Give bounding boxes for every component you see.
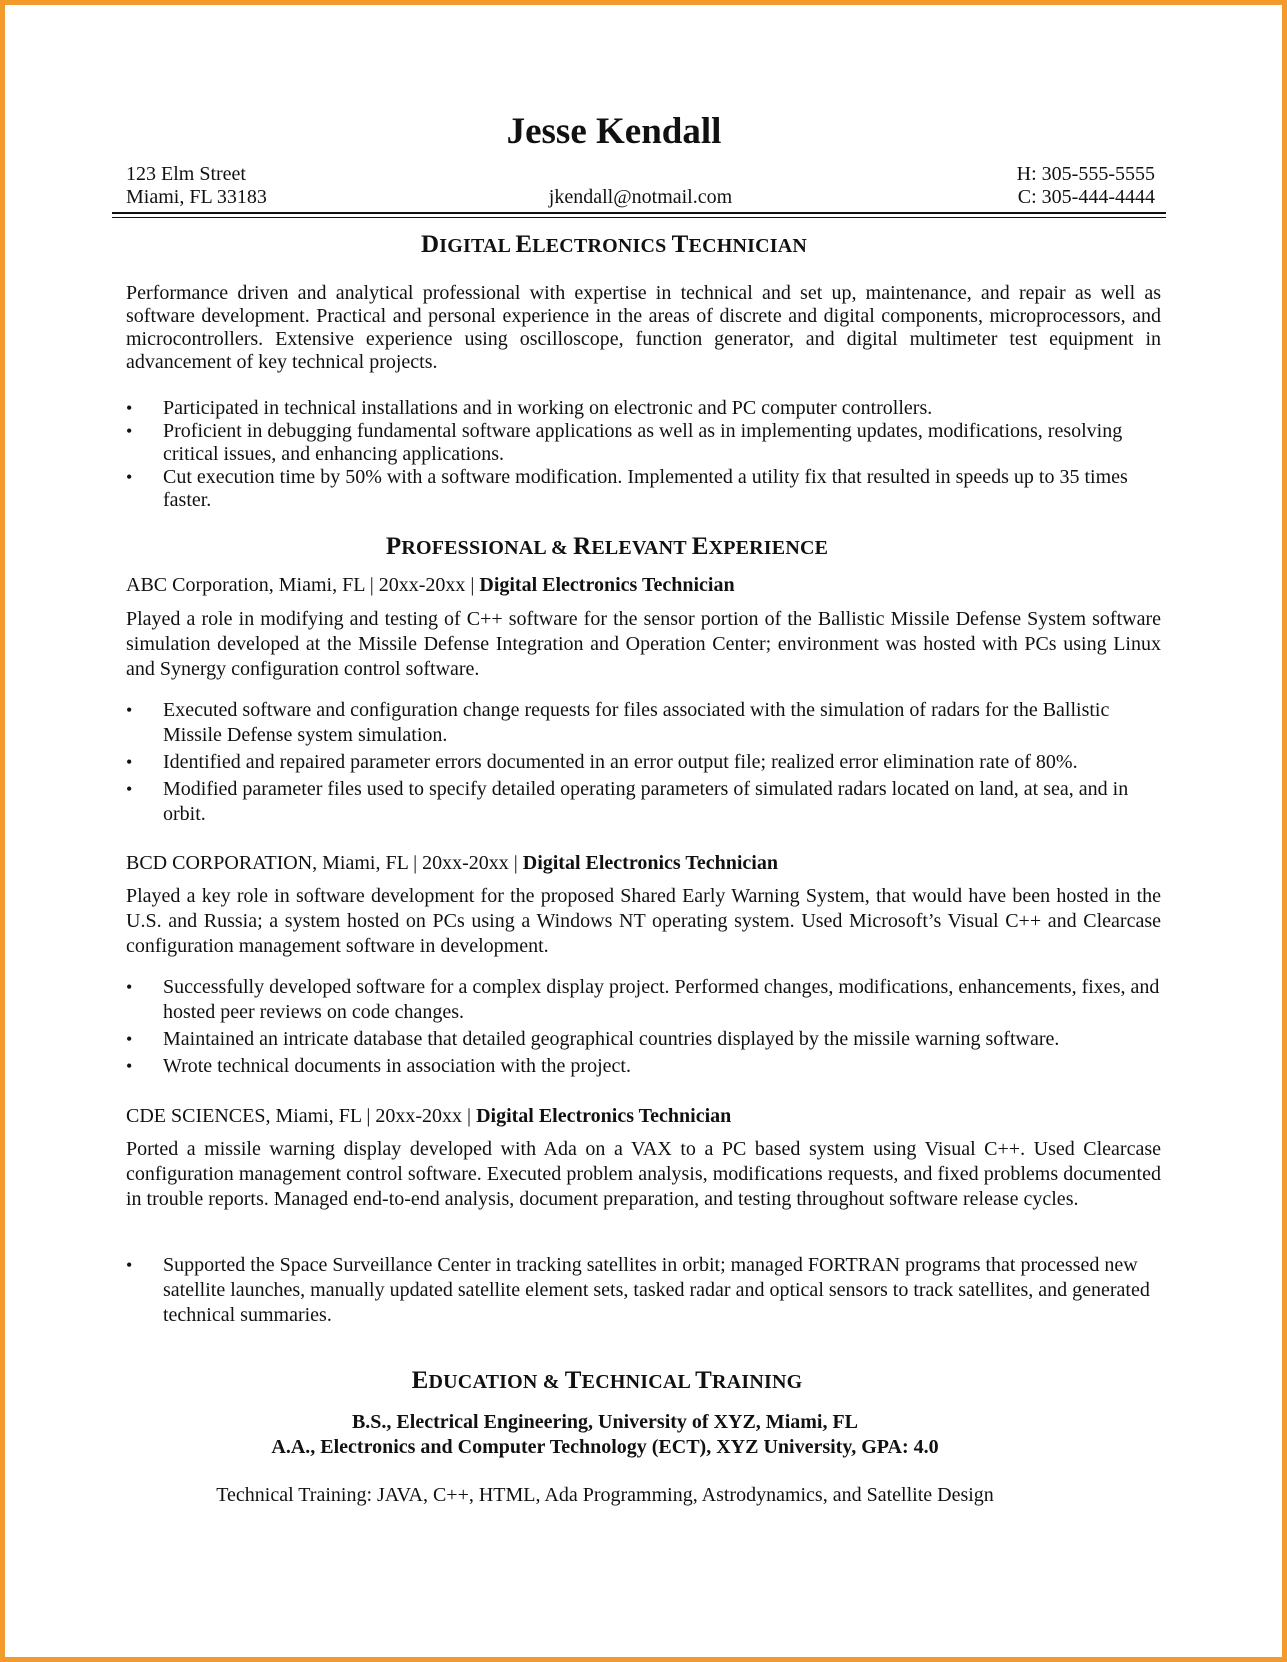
home-phone: H: 305-555-5555 [1016,163,1155,185]
job-description-abc: Played a role in modifying and testing of C++ software for the sensor portion of the Ballistic Missile Defense System software simulation developed at the Missile Defense Integration and Operation Center; environment was hosted with PCs using Linux and Synergy configuration control software. [126,608,1161,680]
bullet-icon: • [126,700,133,720]
street-address: 123 Elm Street [126,163,246,185]
job-bullets-abc [126,698,1161,827]
list-item: • Successfully developed software for a complex display project. Performed changes, modifications, enhancements, fixes, and hosted peer reviews on code changes. [126,976,1160,1023]
job-header-bcd: BCD CORPORATION, Miami, FL | 20xx-20xx | Digital Electronics Technician [126,852,778,874]
list-item: • Wrote technical documents in association with the project. [126,1055,631,1077]
cell-phone: C: 305-444-4444 [1017,186,1155,208]
contact-block [126,163,1155,209]
bullet-icon: • [126,752,133,772]
bullet-icon: • [126,467,133,487]
list-item: • Executed software and configuration change requests for files associated with the simulation of radars for the Ballistic Missile Defense system simulation. [126,699,1110,746]
list-item: • Identified and repaired parameter errors documented in an error output file; realized error elimination rate of 80%. [126,751,1078,773]
resume-title: DIGITAL ELECTRONICS TECHNICIAN [420,231,808,258]
header-divider [112,212,1166,214]
bullet-icon: • [126,421,133,441]
education-list [0,1410,1210,1460]
education-heading: EDUCATION & TECHNICAL TRAINING [411,1367,803,1394]
bullet-icon: • [126,1255,133,1275]
experience-heading: PROFESSIONAL & RELEVANT EXPERIENCE [385,533,829,560]
list-item: • Supported the Space Surveillance Center in tracking satellites in orbit; managed FORTRAN programs that processed new satellite launches, manually updated satellite element sets, tasked radar and optical sensors to track satellites, and generated technical summaries. [126,1254,1150,1326]
list-item: • Proficient in debugging fundamental software applications as well as in implementing updates, modifications, resolving critical issues, and enhancing applications. [126,420,1123,465]
summary-bullets [126,397,1161,512]
applicant-name: Jesse Kendall [506,111,722,152]
job-description-cde: Ported a missile warning display developed with Ada on a VAX to a PC based system using Visual C++. Used Clearcase configuration management control software. Executed problem analysis, modifications requests, and fixed problems documented in trouble reports. Managed end-to-end analysis, document preparation, and testing throughout software release cycles. [126,1138,1161,1210]
bullet-icon: • [126,398,133,418]
summary-paragraph: Performance driven and analytical professional with expertise in technical and set up, maintenance, and repair as well as software development. Practical and personal experience in the areas of discrete and digital components, microprocessors, and microcontrollers. Extensive experience using oscilloscope, function generator, and digital multimeter test equipment in advancement of key technical projects. [126,282,1161,373]
email-link[interactable]: jkendall@notmail.com [548,186,733,208]
bullet-icon: • [126,1056,133,1076]
degree-bs: B.S., Electrical Engineering, University of XYZ, Miami, FL [351,1411,859,1433]
bullet-icon: • [126,779,133,799]
technical-training: Technical Training: JAVA, C++, HTML, Ada Programming, Astrodynamics, and Satellite Design [216,1484,994,1506]
job-description-bcd: Played a key role in software development for the proposed Shared Early Warning System, that would have been hosted in the U.S. and Russia; a system hosted on PCs using a Windows NT operating system. Used Microsoft’s Visual C++ and Clearcase configuration management software in development. [126,885,1161,957]
job-header-abc: ABC Corporation, Miami, FL | 20xx-20xx | Digital Electronics Technician [126,574,735,596]
bullet-icon: • [126,1029,133,1049]
job-header-cde: CDE SCIENCES, Miami, FL | 20xx-20xx | Digital Electronics Technician [126,1105,732,1127]
list-item: • Modified parameter files used to specify detailed operating parameters of simulated radars located on land, at sea, and in orbit. [126,778,1129,825]
bullet-icon: • [126,977,133,997]
list-item: • Participated in technical installations and in working on electronic and PC computer controllers. [126,397,933,419]
job-bullets-cde [126,1253,1161,1328]
job-bullets-bcd [126,975,1161,1079]
list-item: • Cut execution time by 50% with a software modification. Implemented a utility fix that resulted in speeds up to 35 times faster. [126,466,1128,511]
city-state-zip: Miami, FL 33183 [126,186,267,208]
degree-aa: A.A., Electronics and Computer Technology (ECT), XYZ University, GPA: 4.0 [271,1436,939,1458]
header-divider-thin [112,217,1166,218]
list-item: • Maintained an intricate database that detailed geographical countries displayed by the missile warning software. [126,1028,1060,1050]
